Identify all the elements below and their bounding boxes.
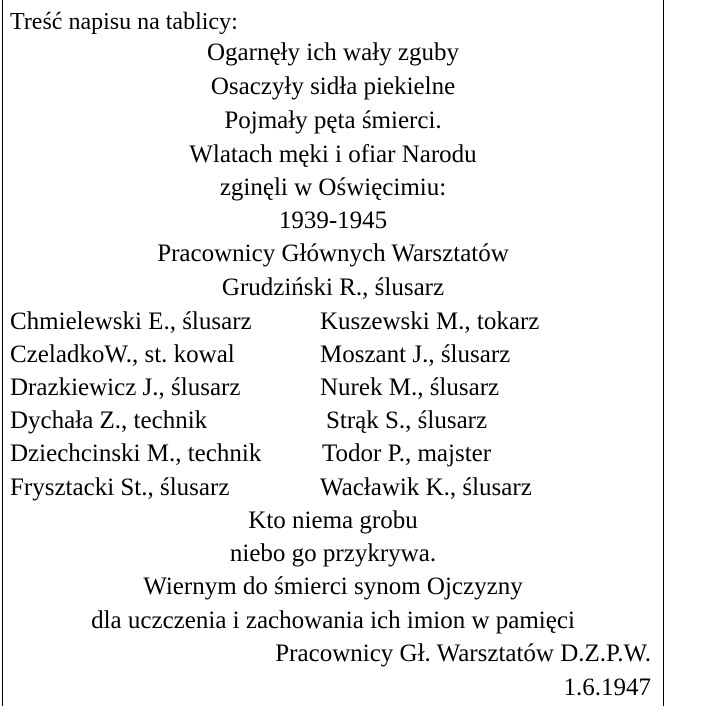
inscription-line: zginęli w Oświęcimiu: [219,174,447,201]
inscription-line: Ogarnęły ich wały zguby [206,39,459,66]
closing-line: niebo go przykrywa. [229,540,437,567]
name-entry: Dychała Z., technik [10,407,208,434]
name-entry: Chmielewski E., ślusarz [10,308,252,335]
name-entry: Frysztacki St., ślusarz [10,474,230,501]
name-entry: Drazkiewicz J., ślusarz [10,374,241,401]
signature-line: Pracownicy Gł. Warsztatów D.Z.P.W. [275,640,651,667]
name-entry: Todor P., majster [322,440,492,467]
name-entry: Grudziński R., ślusarz [221,274,445,301]
name-entry: CzeladkoW., st. kowal [10,341,235,368]
name-entry: Wacławik K., ślusarz [320,474,532,501]
inscription-line: Osaczyły sidła piekielne [210,73,456,100]
inscription-line: Pojmały pęta śmierci. [224,107,442,134]
name-entry: Nurek M., ślusarz [320,374,500,401]
closing-line: dla uczczenia i zachowania ich imion w pamięci [91,607,575,634]
document-header: Treść napisu na tablicy: [10,9,238,35]
name-entry: Moszant J., ślusarz [320,341,511,368]
closing-line: Kto niema grobu [248,507,418,534]
date-line: 1.6.1947 [563,674,651,701]
closing-line: Wiernym do śmierci synom Ojczyzny [143,573,523,600]
name-entry: Dziechcinski M., technik [10,440,262,467]
workshop-line: Pracownicy Głównych Warsztatów [157,240,509,267]
inscription-line: Wlatach męki i ofiar Narodu [189,141,477,168]
name-entry: Kuszewski M., tokarz [320,308,540,335]
name-entry: Strąk S., ślusarz [326,407,488,434]
years-line: 1939-1945 [278,207,388,234]
